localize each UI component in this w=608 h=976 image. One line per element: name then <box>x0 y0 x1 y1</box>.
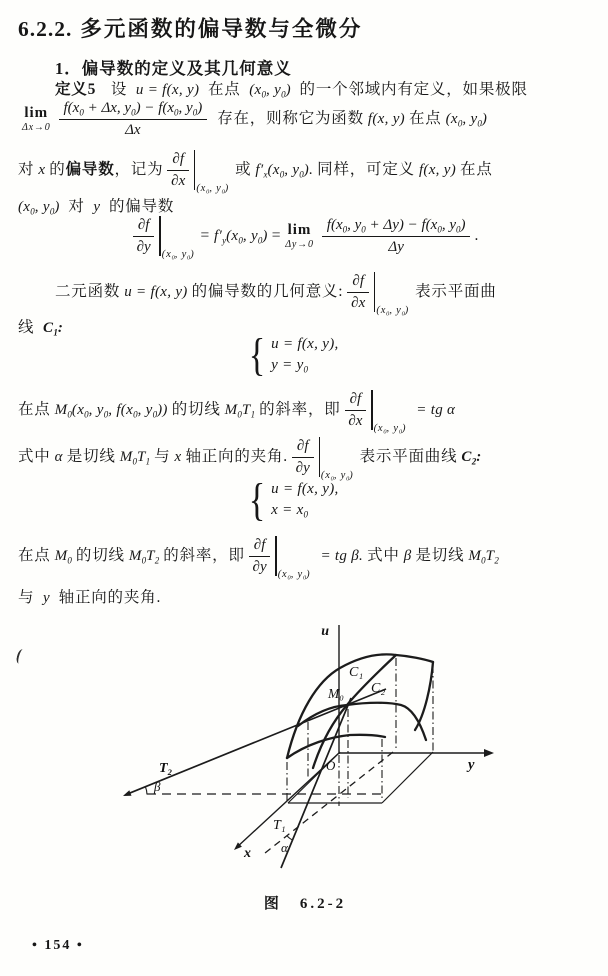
tangent-lines <box>125 689 386 868</box>
label-point-m0: M₀ <box>328 686 344 701</box>
curve-c1-system: { u = f(x, y), $y = y_0$ <box>248 329 339 380</box>
alpha-angle-line: 式中 α 是切线 $M_0T_1$ 与 x 轴正向的夹角. $\frac{\partial f}{\partial y}$ ($x_0$, $y_0$) 表示平面曲线 $C_2$: <box>18 438 482 483</box>
label-curve-c1: C₁ <box>349 665 364 680</box>
figure-caption: 图 6.2-2 <box>263 896 347 912</box>
evaluation-bar <box>371 390 372 430</box>
tangent-t1-slope-line: 在点 $M_0(x_0$, $y_0$, $f(x_0$, $y_0$)) 的切线 $M_0T_1$ 的斜率，即 $\frac{\partial f}{\partial x}$ ($x_0$, $y_0$) = tg α <box>18 391 456 436</box>
label-curve-c2: C₂ <box>371 681 386 696</box>
evaluation-bar <box>319 437 320 477</box>
partial-f-partial-x: $\frac{\partial f}{\partial x}$ <box>167 151 189 189</box>
figure-6-2-2 <box>85 618 525 880</box>
tangent-t2 <box>125 689 386 795</box>
evaluated-at: ($x_0$, $y_0$) <box>374 272 409 312</box>
section-title: 多元函数的偏导数与全微分 <box>80 17 363 41</box>
tangent-t1 <box>281 698 351 868</box>
label-origin: O <box>326 758 336 773</box>
t2-arrow <box>123 790 132 796</box>
section-heading <box>18 12 362 43</box>
evaluation-bar <box>159 216 160 256</box>
label-tangent-t2: T₂ <box>159 761 173 776</box>
left-brace: { <box>248 329 266 380</box>
scan-ink-artifact <box>15 648 26 664</box>
y-axis-arrow <box>484 749 494 757</box>
limit-operator: lim Δy→0 <box>285 221 314 250</box>
label-tangent-t1: T₁ <box>273 818 286 833</box>
tangent-t2-slope-line: 在点 $M_0$ 的切线 $M_0T_2$ 的斜率，即 $\frac{\partial f}{\partial y}$ ($x_0$, $y_0$) = tg β. 式中 β 是切线 $M_0T_2$ <box>18 537 499 582</box>
label-angle-alpha: α <box>281 840 288 855</box>
section-number: 6.2.2. <box>18 17 73 41</box>
evaluation-bar <box>275 536 276 576</box>
evaluated-at: ($x_0$, $y_0$) <box>371 390 406 430</box>
curve-c1-line: 线 $C_1$: <box>18 319 64 338</box>
evaluation-bar <box>194 150 195 190</box>
partial-f-partial-y: $\frac{\partial f}{\partial y}$ <box>249 537 271 575</box>
label-y-axis: y <box>468 757 475 773</box>
label-u-axis: u <box>321 624 329 639</box>
partial-y-intro-line: ($x_0$, $y_0$) 对 y 的偏导数 <box>18 198 175 217</box>
evaluated-at: ($x_0$, $y_0$) <box>159 216 194 256</box>
difference-quotient-y: $\frac{f(x_0, y_0 + \Delta y) - f(x_0, y_0)}{\Delta y}$ <box>322 217 471 255</box>
subsection-heading: 1．偏导数的定义及其几何意义 <box>55 59 292 78</box>
curve-c2-system: { u = f(x, y), $x = x_0$ <box>248 474 339 525</box>
definition-line: 定义5 设 u = f(x, y) 在点 ($x_0$, $y_0$) 的一个邻域内有定义，如果极限 <box>55 81 528 100</box>
partial-x-notation-line: 对 x 的 偏导数 ，记为 $\frac{\partial f}{\partial x}$ ($x_0$, $y_0$) 或 $f'_x(x_0$, $y_0$). 同样，可定义 f(x, y) 在点 <box>18 151 493 196</box>
difference-quotient-x: $\frac{f(x_0 + \Delta x, y_0) - f(x_0, y_0)}{\Delta x}$ <box>59 100 208 138</box>
geometric-meaning-line: 二元函数 u = f(x, y) 的偏导数的几何意义: $\frac{\partial f}{\partial x}$ ($x_0$, $y_0$) 表示平面曲 <box>55 273 497 318</box>
label-x-axis: x <box>244 846 251 861</box>
evaluation-bar <box>374 272 375 312</box>
partial-y-definition-equation: $\frac{\partial f}{\partial y}$ ($x_0$, $y_0$) = $f'_y(x_0$, $y_0$) = lim Δy→0 $\frac{f(x_0, y_0 + \Delta y) - f(x_0, y_0)}{\Delta y}$ . <box>18 216 590 256</box>
partial-f-partial-y: $\frac{\partial f}{\partial y}$ <box>292 438 314 476</box>
base-right-edge <box>382 752 433 803</box>
limit-operator: lim Δx→0 <box>22 104 51 133</box>
page-number: • 154 • <box>32 938 84 953</box>
limit-definition-line: lim Δx→0 $\frac{f(x_0 + \Delta x, y_0) - f(x_0, y_0)}{\Delta x}$ 存在，则称它为函数 f(x, y) 在点 ($x_0$, $y_0$) <box>22 100 488 138</box>
alpha-arc <box>287 836 293 840</box>
evaluated-at: ($x_0$, $y_0$) <box>275 536 310 576</box>
label-angle-beta: β <box>154 779 161 794</box>
beta-angle-line: 与 y 轴正向的夹角. <box>18 589 162 606</box>
surface-front-edge <box>287 735 385 758</box>
left-brace: { <box>248 474 266 525</box>
partial-f-partial-x: $\frac{\partial f}{\partial x}$ <box>345 391 367 429</box>
evaluated-at: ($x_0$, $y_0$) <box>319 437 354 477</box>
beta-arc <box>145 787 147 795</box>
projection-lines <box>287 658 433 806</box>
surface-diagram <box>85 618 525 880</box>
definition-label: 定义5 <box>55 81 97 98</box>
partial-f-partial-x: $\frac{\partial f}{\partial x}$ <box>347 273 369 311</box>
evaluated-at: ($x_0$, $y_0$) <box>194 150 229 190</box>
partial-f-partial-y: $\frac{\partial f}{\partial y}$ <box>133 217 155 255</box>
